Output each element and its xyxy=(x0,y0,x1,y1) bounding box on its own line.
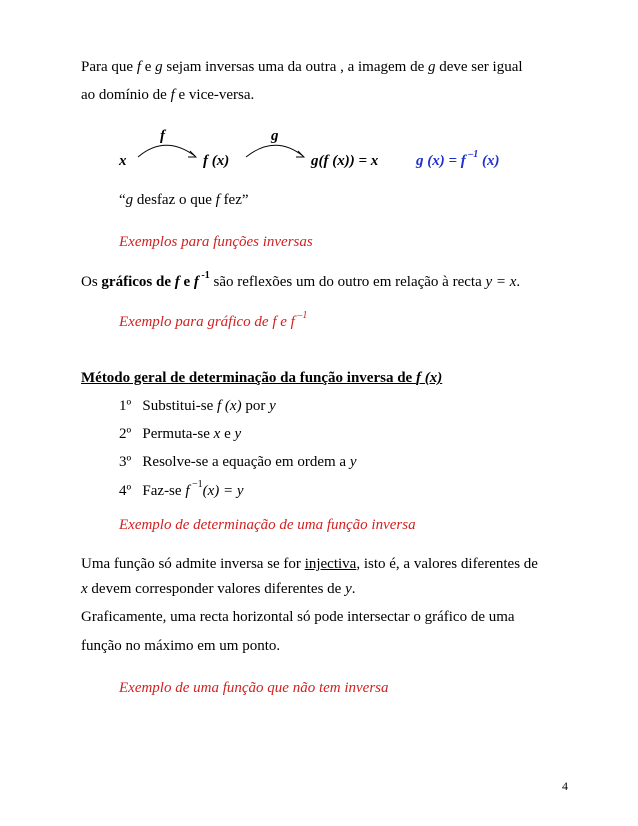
quote-line xyxy=(119,191,249,209)
text: por xyxy=(241,398,270,414)
text: Exemplo para gráfico de xyxy=(119,314,273,330)
text: Faz-se xyxy=(142,483,186,499)
text: Os xyxy=(81,274,102,290)
label-f: f xyxy=(160,128,165,144)
injective-line-3: Graficamente, uma recta horizontal só pode intersectar o gráfico de uma xyxy=(81,609,515,625)
text: sejam inversas uma da outra , a imagem de xyxy=(162,59,428,75)
text: e xyxy=(276,314,291,330)
var-g: g xyxy=(155,59,163,75)
injective-line-4: função no máximo em um ponto. xyxy=(81,638,281,654)
var-f: f xyxy=(290,314,295,330)
var-f: f xyxy=(170,87,175,103)
text: devem corresponder valores diferentes de xyxy=(87,581,346,597)
var-g: g xyxy=(125,192,134,208)
text: Uma função só admite inversa se for xyxy=(81,556,305,572)
var-f: f xyxy=(174,274,180,290)
text: são reflexões um do outro em relação à recta xyxy=(209,274,486,290)
method-step-2 xyxy=(119,425,241,443)
link-examples-inverse[interactable]: Exemplos para funções inversas xyxy=(119,234,313,250)
equation: y = x xyxy=(485,274,517,290)
var-g: g xyxy=(427,59,436,75)
injective-line-2 xyxy=(81,580,355,598)
link-graph-example[interactable] xyxy=(119,310,308,331)
superscript: −1 xyxy=(189,479,203,490)
var-y: y xyxy=(345,581,352,597)
superscript: –1 xyxy=(294,310,308,321)
math: (x) = xyxy=(202,483,237,499)
node-gfx: g(f (x)) = x xyxy=(311,153,379,169)
var-y: y xyxy=(234,426,242,442)
text: . xyxy=(516,274,521,290)
text-bold: gráficos de xyxy=(101,274,175,290)
text: ao domínio de xyxy=(81,87,171,103)
arrow-f xyxy=(138,145,195,157)
step-number: 4º xyxy=(119,483,132,499)
text: Método geral de determinação da função inversa de xyxy=(81,370,416,386)
term-injectiva: injectiva xyxy=(304,556,357,572)
method-step-4 xyxy=(119,479,244,500)
superscript: –1 xyxy=(465,149,479,160)
text: “ xyxy=(119,192,126,208)
text: , isto é, a valores diferentes de xyxy=(356,556,538,572)
text: fez” xyxy=(219,192,249,208)
method-step-3 xyxy=(119,453,357,471)
method-heading xyxy=(81,369,442,387)
var-f: f xyxy=(272,314,277,330)
graphs-line xyxy=(81,270,521,291)
text: e xyxy=(220,426,235,442)
text: Permuta-se xyxy=(142,426,214,442)
text: Substitui-se xyxy=(142,398,217,414)
var-fx: f (x) xyxy=(415,370,443,386)
injective-line-1 xyxy=(81,555,538,573)
step-number: 1º xyxy=(119,398,132,414)
var-f: f xyxy=(136,59,141,75)
link-determination-example[interactable]: Exemplo de determinação de uma função inversa xyxy=(119,517,416,533)
text: desfaz o que xyxy=(133,192,216,208)
var-x: x xyxy=(81,581,88,597)
text: Para que xyxy=(81,59,137,75)
text: g (x) = f xyxy=(416,153,466,169)
text: Resolve-se a equação em ordem a xyxy=(142,454,350,470)
superscript: -1 xyxy=(198,270,210,281)
label-g: g xyxy=(271,128,279,144)
method-step-1 xyxy=(119,397,276,415)
var-x: x xyxy=(213,426,221,442)
inverse-formula xyxy=(416,149,500,170)
var-y: y xyxy=(269,398,276,414)
link-no-inverse-example[interactable]: Exemplo de uma função que não tem inversa xyxy=(119,680,389,696)
text: (x) xyxy=(478,153,500,169)
text: . xyxy=(351,581,356,597)
page-number: 4 xyxy=(562,779,568,793)
text-bold: e xyxy=(179,274,194,290)
node-x: x xyxy=(119,153,127,169)
arrow-g xyxy=(246,145,303,157)
math: f (x) xyxy=(217,398,242,414)
var-y: y xyxy=(236,483,244,499)
text: deve ser igual xyxy=(435,59,523,75)
var-f: f xyxy=(185,483,190,499)
mapping-arrows xyxy=(0,0,638,200)
text: e vice-versa. xyxy=(174,87,255,103)
var-f: f xyxy=(215,192,220,208)
node-fx: f (x) xyxy=(203,153,230,169)
step-number: 3º xyxy=(119,454,132,470)
var-f: f xyxy=(193,274,199,290)
step-number: 2º xyxy=(119,426,132,442)
var-y: y xyxy=(349,454,357,470)
text: e xyxy=(140,59,156,75)
